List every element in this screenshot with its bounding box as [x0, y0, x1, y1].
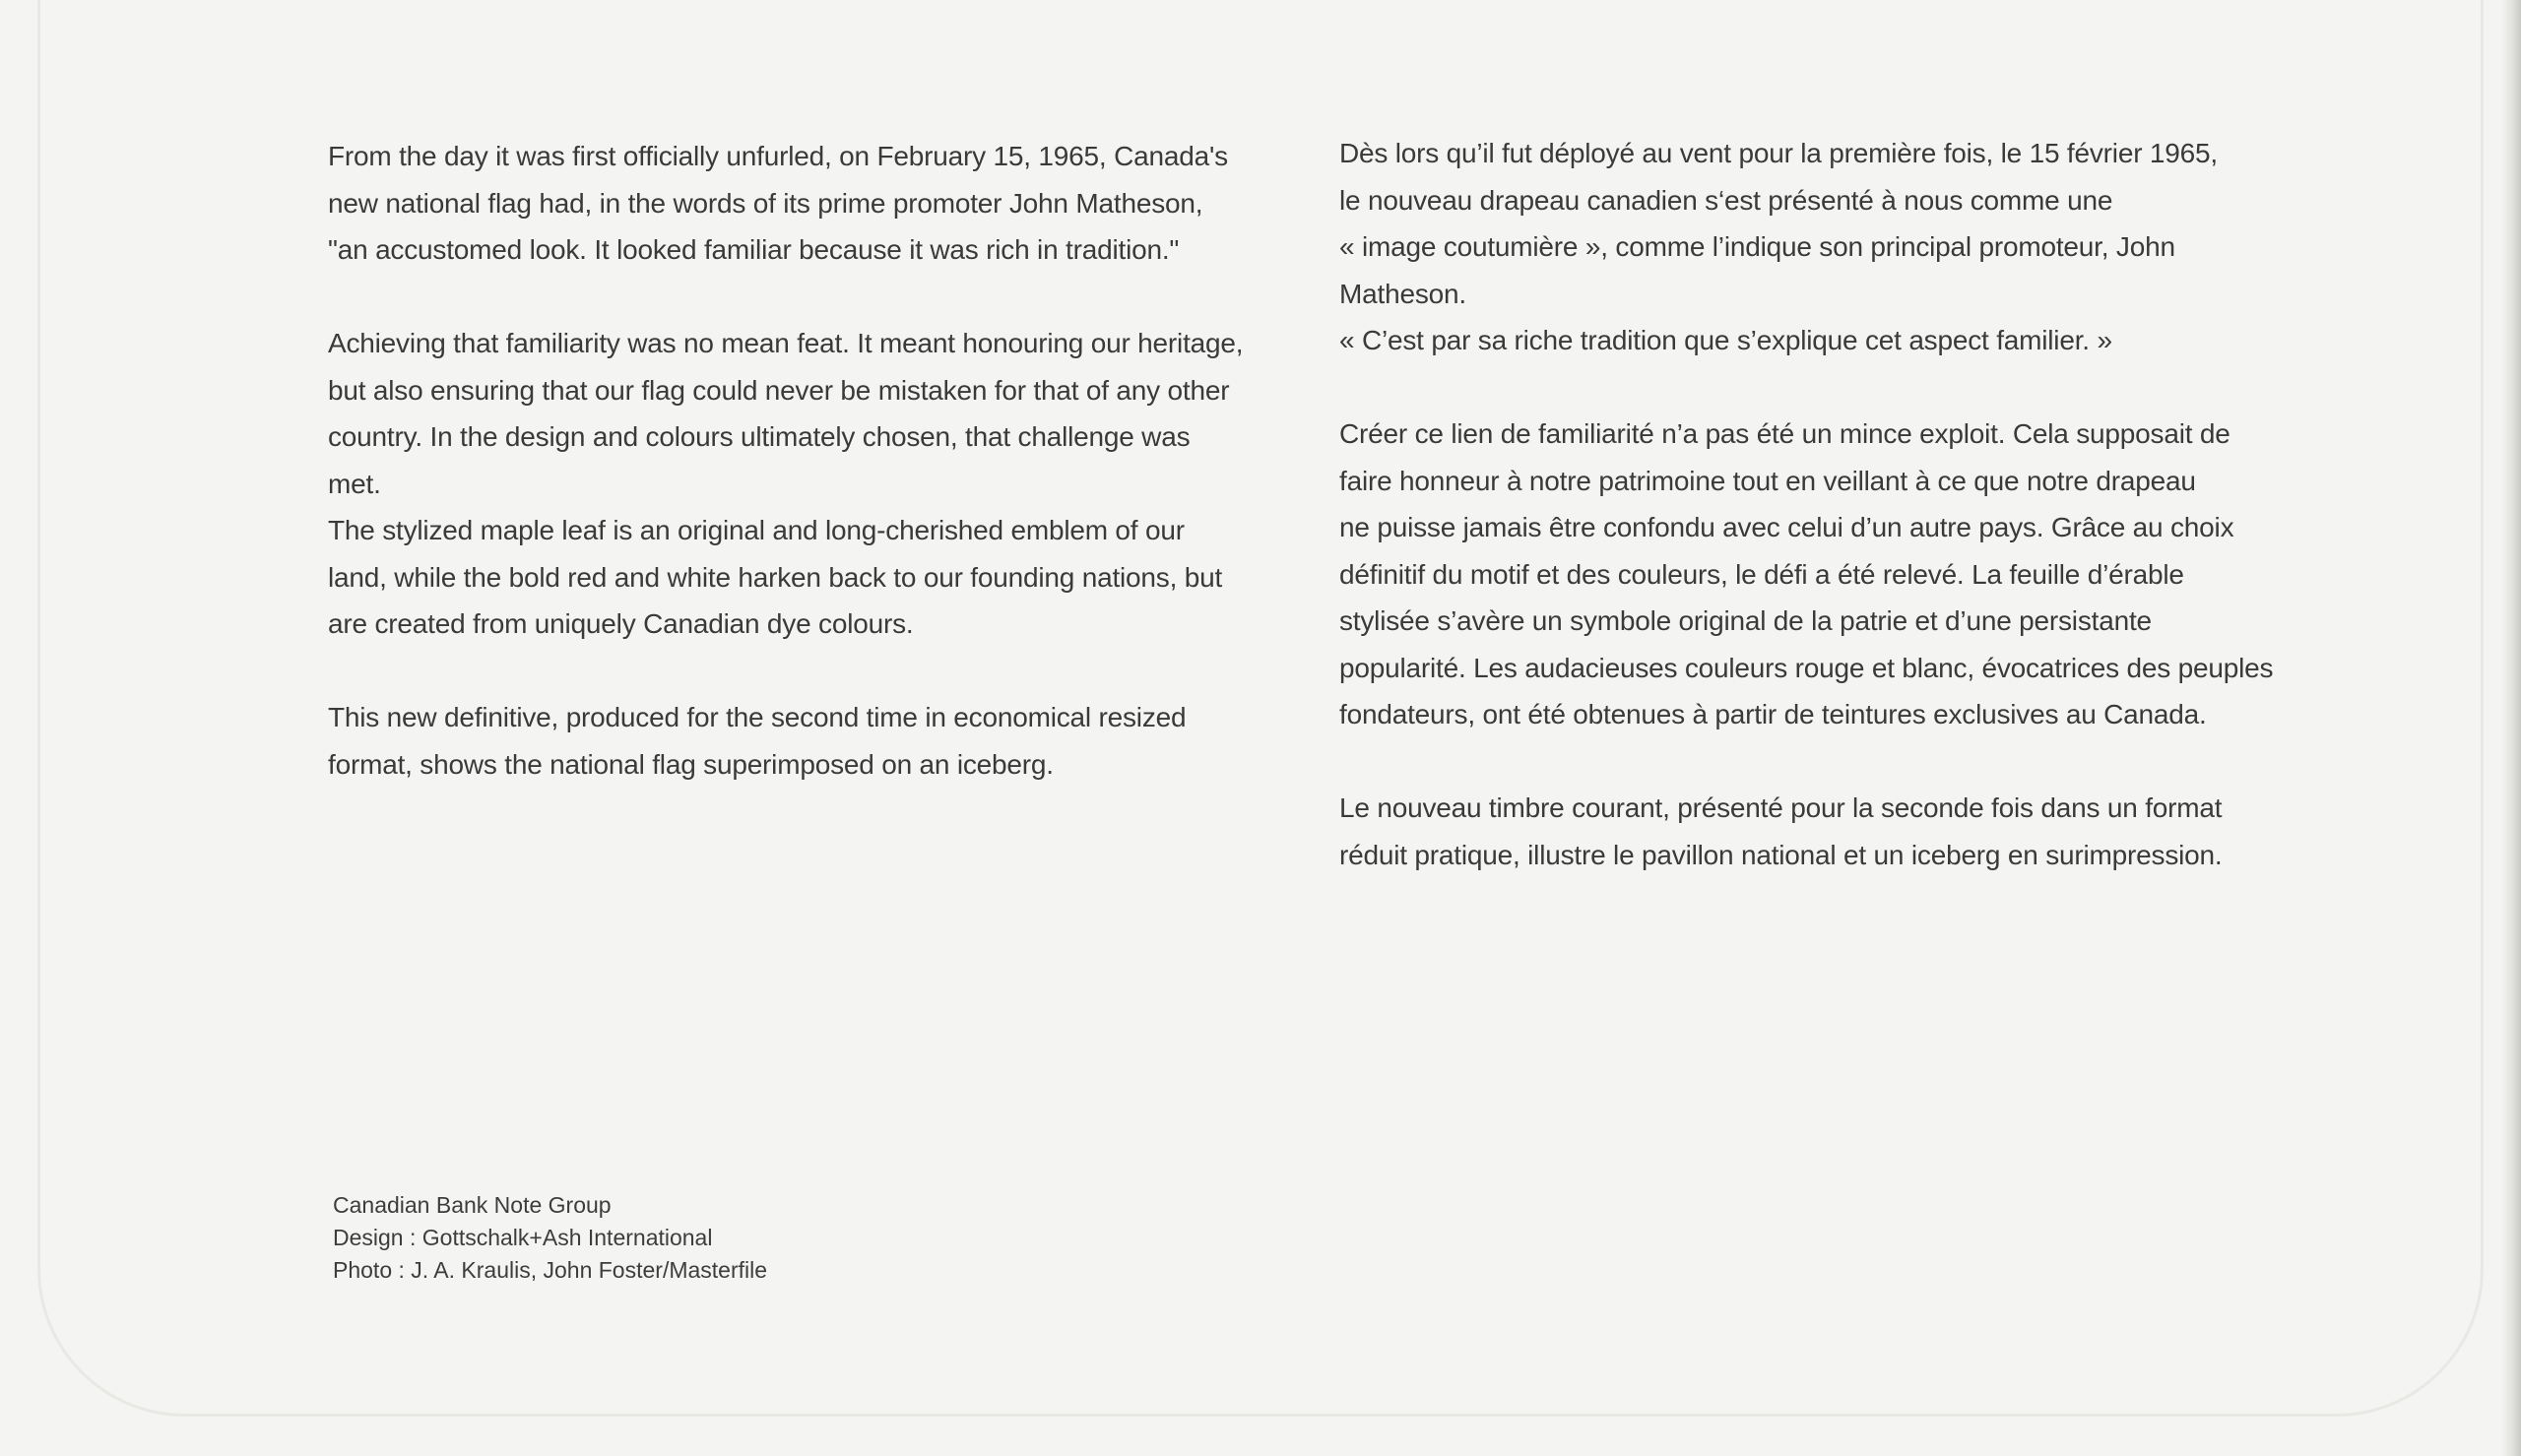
french-paragraph-3: Le nouveau timbre courant, présenté pour la seconde fois dans un format réduit pratique, illustre le pavillon national et un iceberg en surimpression. [1339, 792, 2223, 870]
credits-block [333, 1189, 767, 1287]
english-paragraph-3: This new definitive, produced for the second time in economical resized format, shows the national flag superimposed on an iceberg. [328, 702, 1187, 780]
french-paragraph-2: Créer ce lien de familiarité n’a pas été un mince exploit. Cela supposait de faire honneur à notre patrimoine tout en veillant à ce que notre drapeau ne puisse jamais être confondu avec celui d’un autre pays. Grâce au choix définitif du motif et des couleurs, le défi a été relevé. La feuille d’érable stylisée s’avère un symbole original de la patrie et d’une persistante popularité. Les audacieuses couleurs rouge et blanc, évocatrices des peuples fondateurs, ont été obtenues à partir de teintures exclusives au Canada. [1339, 418, 2274, 729]
credit-design: Design : Gottschalk+Ash International [333, 1225, 713, 1250]
envelope-edge [2501, 0, 2521, 1456]
french-text-column [1339, 130, 2304, 925]
english-paragraph-2: Achieving that familiarity was no mean feat. It meant honouring our heritage, but also ensuring that our flag could never be mistaken for that of any other country. In the design and colours ultimately chosen, that challenge was met. The stylized maple leaf is an original and long-cherished emblem of our land, while the bold red and white harken back to our founding nations, but are created from uniquely Canadian dye colours. [328, 328, 1244, 639]
english-paragraph-1: From the day it was first officially unfurled, on February 15, 1965, Canada's new national flag had, in the words of its prime promoter John Matheson, "an accustomed look. It looked familiar because it was rich in tradition." [328, 141, 1228, 265]
french-paragraph-1: Dès lors qu’il fut déployé au vent pour la première fois, le 15 février 1965, le nouveau drapeau canadien s‘est présenté à nous comme une « image coutumière », comme l’indique son principal promoteur, John Matheson. « C’est par sa riche tradition que s’explique cet aspect familier. » [1339, 138, 2218, 355]
credit-printer: Canadian Bank Note Group [333, 1192, 612, 1218]
credit-photo: Photo : J. A. Kraulis, John Foster/Masterfile [333, 1257, 768, 1283]
english-text-column [328, 133, 1244, 835]
